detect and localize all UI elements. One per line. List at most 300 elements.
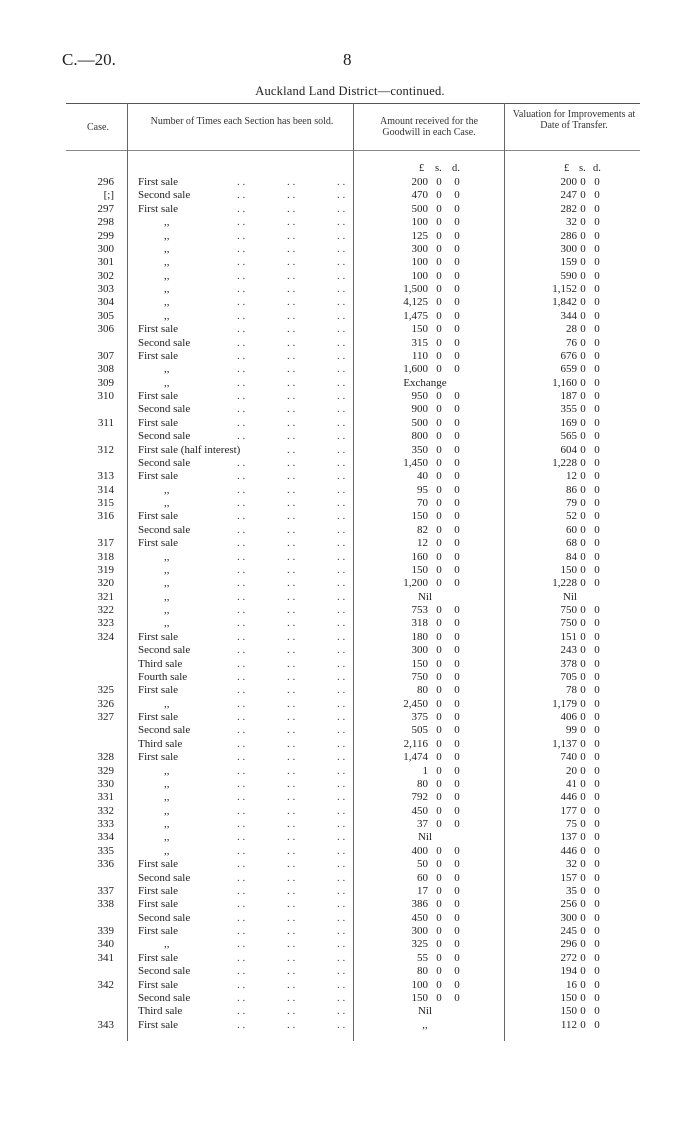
goodwill-pounds: 750 <box>411 670 428 683</box>
leader-dots: . . . . . . <box>237 978 346 991</box>
case-number: [;] <box>103 189 114 202</box>
valuation-pence: 0 <box>594 991 600 1004</box>
times-sold: First sale <box>138 390 179 402</box>
valuation-shillings: 0 <box>580 470 586 483</box>
valuation-shillings: 0 <box>580 497 586 509</box>
goodwill-pounds: 110 <box>411 349 428 362</box>
leader-dots: . . . . . . <box>237 991 346 1004</box>
case-number: 317 <box>97 537 114 550</box>
valuation-pounds: 150 <box>560 563 577 576</box>
table-row <box>0 337 700 350</box>
times-sold: ,, <box>164 938 170 951</box>
table-row <box>0 296 700 309</box>
goodwill-shillings: 0 <box>436 283 442 295</box>
goodwill-pounds: 753 <box>411 604 428 616</box>
valuation-pence: 0 <box>594 938 600 951</box>
valuation-pence: 0 <box>594 951 600 964</box>
leader-dots: . . . . . . <box>237 617 346 630</box>
goodwill-shillings: 0 <box>436 884 442 897</box>
goodwill-shillings: 0 <box>436 349 442 362</box>
table-row <box>0 591 700 604</box>
valuation-pence: 0 <box>594 229 600 242</box>
valuation-pence: 0 <box>594 818 600 830</box>
goodwill-shillings: 0 <box>436 644 442 657</box>
valuation-pounds: 243 <box>560 644 577 657</box>
valuation-pounds: 78 <box>566 684 577 697</box>
leader-dots: . . . . . . <box>237 965 346 978</box>
goodwill-shillings: 0 <box>436 604 442 616</box>
times-sold: ,, <box>164 764 170 777</box>
valuation-pounds: 151 <box>560 630 577 643</box>
times-sold: ,, <box>164 831 170 844</box>
valuation-pounds: 300 <box>560 911 577 924</box>
valuation-pounds: 32 <box>566 216 577 229</box>
times-sold: Second sale <box>138 189 191 202</box>
leader-dots: . . . . . . <box>237 242 346 255</box>
goodwill-pence: 0 <box>454 309 460 322</box>
valuation-pence: 0 <box>594 911 600 924</box>
goodwill-pence: 0 <box>454 483 460 496</box>
times-sold: ,, <box>164 844 170 857</box>
valuation-shillings: 0 <box>580 376 586 389</box>
leader-dots: . . . . . . <box>237 483 346 496</box>
leader-dots: . . . . . . <box>237 1005 346 1018</box>
leader-dots: . . . . . . <box>237 751 346 764</box>
valuation-pence: 0 <box>594 831 600 844</box>
leader-dots: . . . . . . <box>237 216 346 229</box>
valuation-pounds: 32 <box>566 858 577 871</box>
goodwill-pence: 0 <box>454 242 460 255</box>
goodwill-pounds: 55 <box>417 951 428 964</box>
leader-dots: . . . . <box>287 443 346 456</box>
valuation-shillings: 0 <box>580 630 586 643</box>
valuation-pounds: 676 <box>560 349 577 362</box>
valuation-shillings: 0 <box>580 323 586 336</box>
valuation-pence: 0 <box>594 657 600 670</box>
goodwill-pence: 0 <box>454 296 460 309</box>
times-sold: ,, <box>164 804 170 817</box>
case-number: 342 <box>97 978 114 991</box>
times-sold: ,, <box>164 590 170 603</box>
goodwill-amount: Exchange <box>403 376 447 389</box>
valuation-pounds: 112 <box>560 1018 577 1031</box>
valuation-pence: 0 <box>594 563 600 576</box>
goodwill-pounds: 450 <box>411 911 428 924</box>
valuation-shillings: 0 <box>580 711 586 723</box>
table-row <box>0 390 700 403</box>
valuation-pounds: 60 <box>566 523 577 536</box>
goodwill-pence: 0 <box>454 550 460 563</box>
goodwill-pounds: 40 <box>417 470 428 483</box>
goodwill-pence: 0 <box>454 390 460 402</box>
times-sold: First sale <box>138 884 179 897</box>
valuation-pounds: 1,137 <box>552 737 577 750</box>
goodwill-pence: 0 <box>454 697 460 710</box>
goodwill-shillings: 0 <box>436 871 442 884</box>
table-row <box>0 417 700 430</box>
valuation-shillings: 0 <box>580 336 586 349</box>
goodwill-shillings: 0 <box>436 470 442 483</box>
valuation-shillings: 0 <box>580 403 586 416</box>
header-times-sold: Number of Times each Section has been sold. <box>150 116 334 127</box>
goodwill-pence: 0 <box>454 951 460 964</box>
leader-dots: . . . . . . <box>237 189 346 202</box>
leader-dots: . . . . . . <box>237 657 346 670</box>
valuation-pence: 0 <box>594 510 600 523</box>
leader-dots: . . . . . . <box>237 630 346 643</box>
times-sold: ,, <box>164 577 170 590</box>
valuation-pence: 0 <box>594 390 600 402</box>
valuation-pence: 0 <box>594 630 600 643</box>
valuation-pounds: 52 <box>566 510 577 523</box>
table-row <box>0 243 700 256</box>
goodwill-pence: 0 <box>454 363 460 376</box>
valuation-pounds: 12 <box>566 470 577 483</box>
leader-dots: . . . . . . <box>237 416 346 429</box>
times-sold: ,, <box>164 216 170 229</box>
valuation-pence: 0 <box>594 216 600 229</box>
table-row <box>0 377 700 390</box>
times-sold: ,, <box>164 269 170 282</box>
valuation-shillings: 0 <box>580 189 586 202</box>
valuation-pence: 0 <box>594 791 600 804</box>
times-sold: ,, <box>164 818 170 830</box>
table-row <box>0 845 700 858</box>
leader-dots: . . . . . . <box>237 390 346 402</box>
goodwill-shillings: 0 <box>436 229 442 242</box>
valuation-shillings: 0 <box>580 777 586 790</box>
goodwill-pounds: 80 <box>417 965 428 978</box>
leader-dots: . . . . . . <box>237 791 346 804</box>
goodwill-pence: 0 <box>454 577 460 590</box>
valuation-pounds: 79 <box>566 497 577 509</box>
case-number: 314 <box>97 483 114 496</box>
valuation-pounds: 187 <box>560 390 577 402</box>
goodwill-pence: 0 <box>454 791 460 804</box>
valuation-pence: 0 <box>594 256 600 269</box>
table-row <box>0 604 700 617</box>
valuation-shillings: 0 <box>580 991 586 1004</box>
valuation-pounds: 200 <box>560 176 577 188</box>
goodwill-shillings: 0 <box>436 269 442 282</box>
times-sold: First sale <box>138 858 179 871</box>
goodwill-shillings: 0 <box>436 537 442 550</box>
case-number: 338 <box>97 898 114 911</box>
table-row <box>0 631 700 644</box>
valuation-amount: Nil <box>562 590 578 603</box>
leader-dots: . . . . . . <box>237 911 346 924</box>
table-row <box>0 698 700 711</box>
goodwill-pounds: 350 <box>411 443 428 456</box>
leader-dots: . . . . . . <box>237 1018 346 1031</box>
valuation-pounds: 565 <box>560 430 577 443</box>
times-sold: Second sale <box>138 965 191 978</box>
valuation-pounds: 300 <box>560 242 577 255</box>
goodwill-pence: 0 <box>454 323 460 336</box>
goodwill-pence: 0 <box>454 443 460 456</box>
case-number: 321 <box>97 590 114 603</box>
goodwill-pounds: 400 <box>411 844 428 857</box>
goodwill-shillings: 0 <box>436 523 442 536</box>
table-row <box>0 430 700 443</box>
valuation-pence: 0 <box>594 978 600 991</box>
valuation-pounds: 446 <box>560 844 577 857</box>
leader-dots: . . . . . . <box>237 925 346 937</box>
times-sold: ,, <box>164 376 170 389</box>
valuation-pence: 0 <box>594 363 600 376</box>
goodwill-pence: 0 <box>454 911 460 924</box>
goodwill-shillings: 0 <box>436 898 442 911</box>
times-sold: First sale <box>138 349 179 362</box>
table-row <box>0 484 700 497</box>
goodwill-pence: 0 <box>454 537 460 550</box>
valuation-shillings: 0 <box>580 216 586 229</box>
times-sold: Second sale <box>138 871 191 884</box>
valuation-pounds: 157 <box>560 871 577 884</box>
goodwill-pounds: 200 <box>411 176 428 188</box>
times-sold: ,, <box>164 777 170 790</box>
page-number: 8 <box>343 50 352 69</box>
leader-dots: . . . . . . <box>237 296 346 309</box>
table-row <box>0 912 700 925</box>
valuation-shillings: 0 <box>580 443 586 456</box>
table-row <box>0 310 700 323</box>
valuation-pence: 0 <box>594 1018 600 1031</box>
case-number: 331 <box>97 791 114 804</box>
valuation-shillings: 0 <box>580 309 586 322</box>
goodwill-pence: 0 <box>454 657 460 670</box>
times-sold: Third sale <box>138 1005 183 1018</box>
unit-pence: d. <box>452 163 460 174</box>
table-row <box>0 470 700 483</box>
table-row <box>0 818 700 831</box>
valuation-pence: 0 <box>594 430 600 443</box>
times-sold: ,, <box>164 229 170 242</box>
unit-shillings: s. <box>435 163 442 174</box>
goodwill-pounds: 1,475 <box>403 309 428 322</box>
leader-dots: . . . . . . <box>237 844 346 857</box>
goodwill-pounds: 318 <box>411 617 428 630</box>
valuation-shillings: 0 <box>580 804 586 817</box>
unit-pound: £ <box>564 163 570 174</box>
table-row <box>0 230 700 243</box>
goodwill-pence: 0 <box>454 844 460 857</box>
case-number: 306 <box>97 323 114 336</box>
case-number: 339 <box>97 925 114 937</box>
table-row <box>0 323 700 336</box>
goodwill-pence: 0 <box>454 216 460 229</box>
valuation-pounds: 137 <box>560 831 577 844</box>
valuation-shillings: 0 <box>580 550 586 563</box>
goodwill-shillings: 0 <box>436 965 442 978</box>
goodwill-pounds: 12 <box>417 537 428 550</box>
goodwill-pence: 0 <box>454 777 460 790</box>
valuation-pounds: 1,228 <box>552 577 577 590</box>
goodwill-pounds: 450 <box>411 804 428 817</box>
valuation-pounds: 41 <box>566 777 577 790</box>
goodwill-pounds: 375 <box>411 711 428 723</box>
table-row <box>0 256 700 269</box>
valuation-shillings: 0 <box>580 563 586 576</box>
case-number: 305 <box>97 309 114 322</box>
goodwill-shillings: 0 <box>436 844 442 857</box>
table-row <box>0 965 700 978</box>
case-number: 334 <box>97 831 114 844</box>
valuation-shillings: 0 <box>580 256 586 269</box>
goodwill-pence: 0 <box>454 991 460 1004</box>
case-number: 332 <box>97 804 114 817</box>
valuation-pounds: 1,179 <box>552 697 577 710</box>
table-row <box>0 497 700 510</box>
goodwill-pence: 0 <box>454 938 460 951</box>
valuation-shillings: 0 <box>580 925 586 937</box>
times-sold: ,, <box>164 791 170 804</box>
goodwill-pounds: 180 <box>411 630 428 643</box>
goodwill-pounds: 150 <box>411 563 428 576</box>
valuation-shillings: 0 <box>580 911 586 924</box>
times-sold: First sale <box>138 416 179 429</box>
valuation-pence: 0 <box>594 737 600 750</box>
times-sold: Second sale <box>138 430 191 443</box>
goodwill-pence: 0 <box>454 978 460 991</box>
goodwill-shillings: 0 <box>436 684 442 697</box>
goodwill-shillings: 0 <box>436 751 442 764</box>
valuation-shillings: 0 <box>580 938 586 951</box>
times-sold: ,, <box>164 283 170 295</box>
goodwill-pence: 0 <box>454 764 460 777</box>
case-number: 307 <box>97 349 114 362</box>
valuation-pounds: 1,152 <box>552 283 577 295</box>
table-row <box>0 791 700 804</box>
times-sold: ,, <box>164 256 170 269</box>
table-row <box>0 617 700 630</box>
goodwill-pence: 0 <box>454 925 460 937</box>
table-body <box>0 176 700 1032</box>
times-sold: First sale <box>138 176 179 188</box>
case-number: 333 <box>97 818 114 830</box>
table-row <box>0 363 700 376</box>
valuation-shillings: 0 <box>580 456 586 469</box>
goodwill-pence: 0 <box>454 858 460 871</box>
valuation-pounds: 659 <box>560 363 577 376</box>
valuation-shillings: 0 <box>580 951 586 964</box>
times-sold: First sale <box>138 1018 179 1031</box>
case-number: 323 <box>97 617 114 630</box>
case-number: 299 <box>97 229 114 242</box>
table-row <box>0 724 700 737</box>
goodwill-pence: 0 <box>454 737 460 750</box>
valuation-pence: 0 <box>594 884 600 897</box>
valuation-pounds: 159 <box>560 256 577 269</box>
leader-dots: . . . . . . <box>237 777 346 790</box>
goodwill-amount: Nil <box>417 1005 433 1018</box>
goodwill-pence: 0 <box>454 176 460 188</box>
case-number: 335 <box>97 844 114 857</box>
goodwill-pounds: 1,474 <box>403 751 428 764</box>
leader-dots: . . . . . . <box>237 456 346 469</box>
leader-dots: . . . . . . <box>237 497 346 509</box>
goodwill-pounds: 100 <box>411 978 428 991</box>
leader-dots: . . . . . . <box>237 577 346 590</box>
valuation-pence: 0 <box>594 925 600 937</box>
valuation-pence: 0 <box>594 242 600 255</box>
valuation-pounds: 245 <box>560 925 577 937</box>
valuation-pounds: 604 <box>560 443 577 456</box>
goodwill-amount: Nil <box>417 831 433 844</box>
leader-dots: . . . . . . <box>237 724 346 737</box>
times-sold: First sale <box>138 323 179 336</box>
times-sold: ,, <box>164 697 170 710</box>
valuation-shillings: 0 <box>580 349 586 362</box>
valuation-shillings: 0 <box>580 577 586 590</box>
valuation-shillings: 0 <box>580 229 586 242</box>
case-number: 327 <box>97 711 114 723</box>
leader-dots: . . . . . . <box>237 309 346 322</box>
valuation-shillings: 0 <box>580 390 586 402</box>
times-sold: ,, <box>164 563 170 576</box>
goodwill-amount: ,, <box>422 1018 428 1031</box>
goodwill-shillings: 0 <box>436 176 442 188</box>
goodwill-pounds: 386 <box>411 898 428 911</box>
leader-dots: . . . . . . <box>237 510 346 523</box>
goodwill-shillings: 0 <box>436 657 442 670</box>
case-number: 297 <box>97 202 114 215</box>
goodwill-pounds: 300 <box>411 644 428 657</box>
valuation-shillings: 0 <box>580 791 586 804</box>
table-row <box>0 658 700 671</box>
goodwill-shillings: 0 <box>436 925 442 937</box>
goodwill-pounds: 100 <box>411 216 428 229</box>
table-row <box>0 644 700 657</box>
goodwill-shillings: 0 <box>436 563 442 576</box>
case-number: 296 <box>97 176 114 188</box>
table-row <box>0 805 700 818</box>
valuation-shillings: 0 <box>580 1005 586 1018</box>
goodwill-shillings: 0 <box>436 363 442 376</box>
goodwill-shillings: 0 <box>436 296 442 309</box>
case-number: 340 <box>97 938 114 951</box>
valuation-pounds: 177 <box>560 804 577 817</box>
case-number: 315 <box>97 497 114 509</box>
goodwill-pounds: 300 <box>411 925 428 937</box>
goodwill-shillings: 0 <box>436 777 442 790</box>
valuation-pounds: 150 <box>560 1005 577 1018</box>
goodwill-pence: 0 <box>454 497 460 509</box>
goodwill-shillings: 0 <box>436 336 442 349</box>
goodwill-pounds: 792 <box>411 791 428 804</box>
valuation-pounds: 99 <box>566 724 577 737</box>
leader-dots: . . . . . . <box>237 697 346 710</box>
times-sold: ,, <box>164 497 170 509</box>
case-number: 341 <box>97 951 114 964</box>
valuation-shillings: 0 <box>580 978 586 991</box>
valuation-pounds: 296 <box>560 938 577 951</box>
valuation-shillings: 0 <box>580 537 586 550</box>
table-row <box>0 551 700 564</box>
table-title: Auckland Land District—continued. <box>255 84 445 98</box>
times-sold: Third sale <box>138 737 183 750</box>
goodwill-shillings: 0 <box>436 670 442 683</box>
valuation-pounds: 286 <box>560 229 577 242</box>
leader-dots: . . . . . . <box>237 229 346 242</box>
goodwill-shillings: 0 <box>436 951 442 964</box>
case-number: 320 <box>97 577 114 590</box>
valuation-pounds: 20 <box>566 764 577 777</box>
times-sold: Second sale <box>138 724 191 737</box>
goodwill-pence: 0 <box>454 229 460 242</box>
valuation-shillings: 0 <box>580 363 586 376</box>
case-number: 336 <box>97 858 114 871</box>
